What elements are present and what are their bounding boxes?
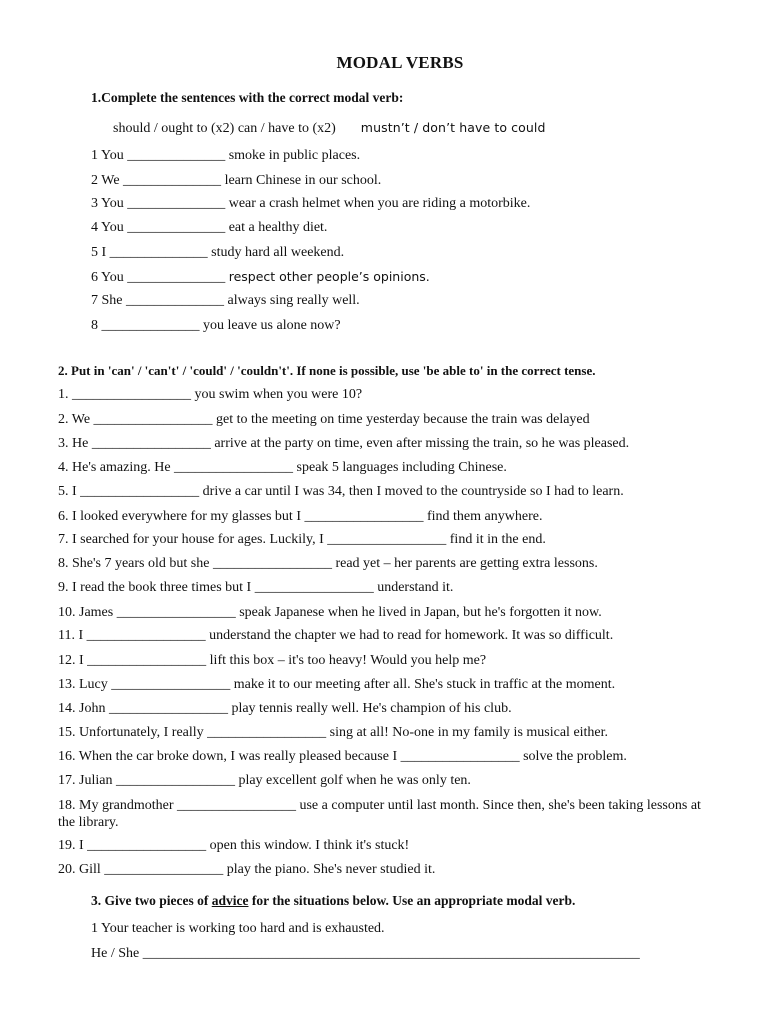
s2-item-2: 2. We _________________ get to the meeting on time yesterday because the train was delayed	[58, 412, 590, 427]
s1-item-7	[91, 292, 360, 310]
s2-item-13: 13. Lucy _________________ make it to our meeting after all. She's stuck in traffic at the moment.	[58, 677, 616, 692]
section3-heading-post: for the situations below. Use an appropriate modal verb.	[248, 893, 576, 908]
s2-item-1: 1. _________________ you swim when you were 10?	[58, 387, 363, 402]
s1-item-8-text: you leave us alone now?	[203, 318, 341, 333]
s1-item-4	[91, 219, 327, 237]
s2-item-9: 9. I read the book three times but I _________________ understand it.	[58, 580, 454, 595]
s3-item-1-answer-line: He / She _______________________________________________________________________	[91, 946, 640, 961]
s2-item-11: 11. I _________________ understand the chapter we had to read for homework. It was so difficult.	[58, 628, 614, 643]
s1-item-5	[91, 244, 344, 262]
s1-item-1	[91, 147, 360, 165]
s1-item-3-blank: 3 You ______________	[91, 196, 229, 211]
section3-heading-underlined: advice	[211, 893, 249, 908]
s1-item-5-text: study hard all weekend.	[211, 245, 345, 260]
s3-item-1: 1 Your teacher is working too hard and is exhausted.	[91, 921, 385, 936]
s2-item-3: 3. He _________________ arrive at the party on time, even after missing the train, so he was pleased.	[58, 436, 630, 451]
s2-item-18: 18. My grandmother _________________ use a computer until last month. Since then, she's been taking lessons at the library.	[58, 798, 701, 830]
s2-item-4: 4. He's amazing. He _________________ speak 5 languages including Chinese.	[58, 460, 507, 475]
s2-item-7: 7. I searched for your house for ages. Luckily, I _________________ find it in the end.	[58, 532, 546, 547]
s1-item-5-blank: 5 I ______________	[91, 245, 212, 260]
s2-item-16: 16. When the car broke down, I was really pleased because I _________________ solve the problem.	[58, 749, 627, 764]
s1-item-7-blank: 7 She ______________	[91, 293, 228, 308]
s1-item-1-blank: 1 You ______________	[91, 148, 229, 163]
s1-item-2-text: learn Chinese in our school.	[224, 173, 382, 188]
s2-item-8: 8. She's 7 years old but she _________________ read yet – her parents are getting extra lessons.	[58, 556, 598, 571]
section3-heading-pre: 3. Give two pieces of	[91, 893, 212, 908]
word-bank-part-b: mustn’t / don’t have to could	[360, 120, 546, 135]
s1-item-3-text: wear a crash helmet when you are riding a motorbike.	[228, 196, 531, 211]
word-bank-part-a: should / ought to (x2) can / have to (x2)	[113, 121, 336, 136]
s1-item-6-text: respect other people’s opinions.	[228, 269, 430, 284]
s2-item-14: 14. John _________________ play tennis really well. He's champion of his club.	[58, 701, 512, 716]
s2-item-12: 12. I _________________ lift this box – it's too heavy! Would you help me?	[58, 653, 487, 668]
s2-item-20: 20. Gill _________________ play the piano. She's never studied it.	[58, 862, 436, 877]
s1-item-1-text: smoke in public places.	[228, 148, 361, 163]
s2-item-15: 15. Unfortunately, I really _________________ sing at all! No-one in my family is musical either.	[58, 725, 609, 740]
word-bank	[113, 120, 546, 137]
section3-heading	[91, 893, 575, 909]
s2-item-17: 17. Julian _________________ play excellent golf when he was only ten.	[58, 773, 471, 788]
s1-item-8	[91, 317, 341, 335]
s2-item-6: 6. I looked everywhere for my glasses but I _________________ find them anywhere.	[58, 509, 543, 524]
section2-heading: 2. Put in 'can' / 'can't' / 'could' / 'couldn't'. If none is possible, use 'be able to' in the correct tense.	[58, 363, 596, 378]
s1-item-8-blank: 8 ______________	[91, 318, 203, 333]
s1-item-6-blank: 6 You ______________	[91, 270, 229, 285]
s1-item-4-blank: 4 You ______________	[91, 220, 229, 235]
s2-item-5: 5. I _________________ drive a car until I was 34, then I moved to the countryside so I had to learn.	[58, 484, 624, 499]
s1-item-2-blank: 2 We ______________	[91, 173, 225, 188]
s1-item-2	[91, 172, 381, 190]
section1-heading: 1.Complete the sentences with the correct modal verb:	[91, 90, 404, 105]
s1-item-3	[91, 195, 530, 213]
s2-item-10: 10. James _________________ speak Japanese when he lived in Japan, but he's forgotten it now.	[58, 605, 602, 620]
page-title: MODAL VERBS	[336, 53, 464, 72]
s1-item-7-text: always sing really well.	[227, 293, 360, 308]
s2-item-19: 19. I _________________ open this window. I think it's stuck!	[58, 838, 410, 853]
s1-item-6	[91, 268, 430, 287]
s1-item-4-text: eat a healthy diet.	[228, 220, 328, 235]
